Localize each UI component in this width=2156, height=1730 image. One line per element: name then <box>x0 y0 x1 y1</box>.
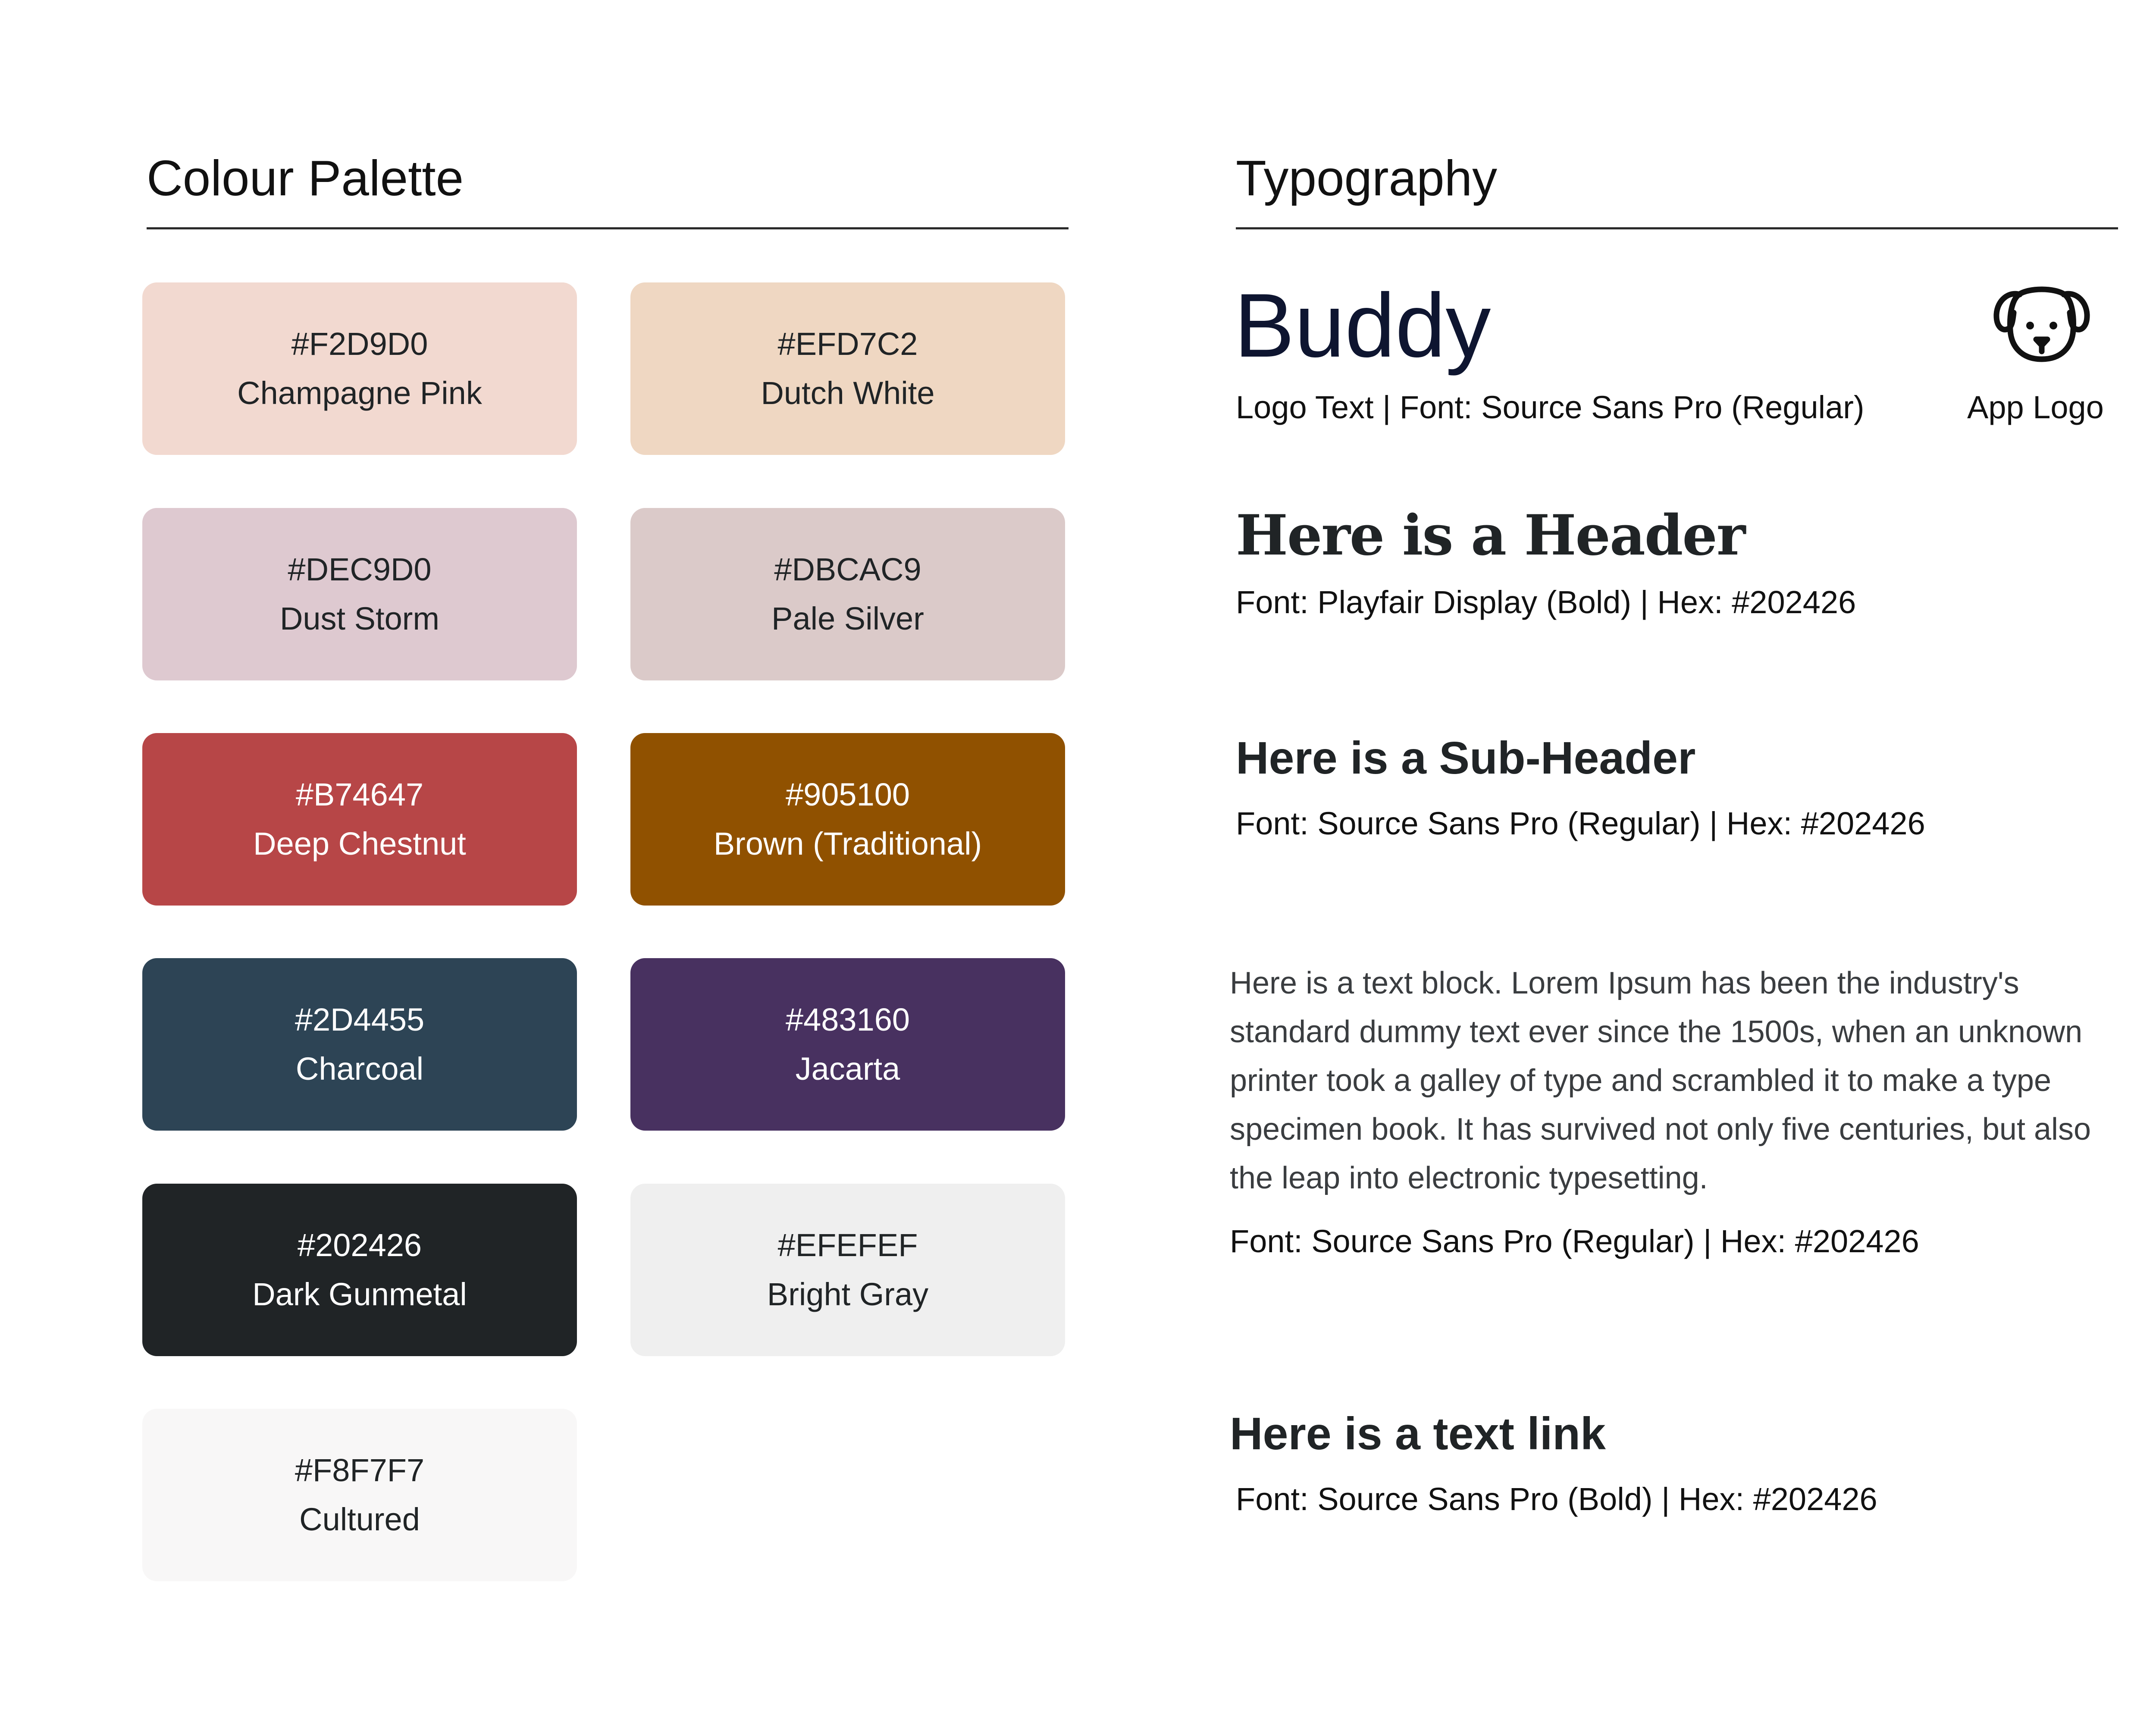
swatch-name: Bright Gray <box>767 1276 929 1312</box>
swatch-hex: #483160 <box>785 1002 910 1037</box>
swatch-cultured <box>142 1409 577 1581</box>
subheader-sample: Here is a Sub-Header <box>1236 733 1696 784</box>
logo-text-caption: Logo Text | Font: Source Sans Pro (Regular) <box>1236 389 1865 425</box>
body-caption: Font: Source Sans Pro (Regular) | Hex: #202426 <box>1230 1223 1919 1259</box>
swatch-name: Dust Storm <box>279 601 440 636</box>
header-sample: Here is a Header <box>1236 503 1745 568</box>
swatch-champagne-pink <box>142 282 577 455</box>
swatch-hex: #EFEFEF <box>777 1227 918 1263</box>
palette-title: Colour Palette <box>147 150 464 206</box>
swatch-hex: #202426 <box>297 1227 422 1263</box>
swatch-hex: #F2D9D0 <box>291 326 428 362</box>
dog-icon <box>1992 282 2091 364</box>
swatch-name: Pale Silver <box>771 601 924 636</box>
link-caption: Font: Source Sans Pro (Bold) | Hex: #202426 <box>1236 1481 1877 1517</box>
swatch-jacarta <box>630 958 1065 1131</box>
swatch-dark-gunmetal <box>142 1184 577 1356</box>
swatch-dutch-white <box>630 282 1065 455</box>
swatch-pale-silver <box>630 508 1065 680</box>
subheader-caption: Font: Source Sans Pro (Regular) | Hex: #202426 <box>1236 805 1925 841</box>
app-logo-label: App Logo <box>1967 389 2104 425</box>
palette-divider <box>147 227 1069 229</box>
swatch-hex: #905100 <box>785 777 910 812</box>
swatch-hex: #DBCAC9 <box>774 552 921 587</box>
swatch-hex: #EFD7C2 <box>777 326 918 362</box>
swatch-name: Dutch White <box>761 375 935 411</box>
text-link-sample[interactable]: Here is a text link <box>1230 1408 1606 1459</box>
swatch-name: Jacarta <box>795 1051 900 1087</box>
swatch-name: Charcoal <box>295 1051 424 1087</box>
swatch-brown-traditional <box>630 733 1065 906</box>
swatch-name: Cultured <box>299 1501 420 1537</box>
swatch-name: Dark Gunmetal <box>252 1276 467 1312</box>
swatch-name: Brown (Traditional) <box>713 826 982 862</box>
swatch-hex: #2D4455 <box>295 1002 425 1037</box>
swatch-name: Deep Chestnut <box>253 826 466 862</box>
swatch-dust-storm <box>142 508 577 680</box>
swatch-name: Champagne Pink <box>237 375 482 411</box>
swatch-deep-chestnut <box>142 733 577 906</box>
swatch-hex: #B74647 <box>295 777 424 812</box>
typography-title: Typography <box>1236 150 1498 206</box>
swatch-bright-gray <box>630 1184 1065 1356</box>
swatch-charcoal <box>142 958 577 1131</box>
swatch-hex: #F8F7F7 <box>295 1452 425 1488</box>
body-text-block: Here is a text block. Lorem Ipsum has been the industry's standard dummy text ever since the 1500s, when an unknown printer took a galley of type and scrambled it to make a type specimen book. It has survived not only five centuries, but also the leap into electronic typesetting. <box>1230 966 2091 1195</box>
swatch-hex: #DEC9D0 <box>288 552 432 587</box>
header-caption: Font: Playfair Display (Bold) | Hex: #202426 <box>1236 584 1856 620</box>
logo-text-sample: Buddy <box>1234 275 1491 376</box>
typography-divider <box>1236 227 2118 229</box>
